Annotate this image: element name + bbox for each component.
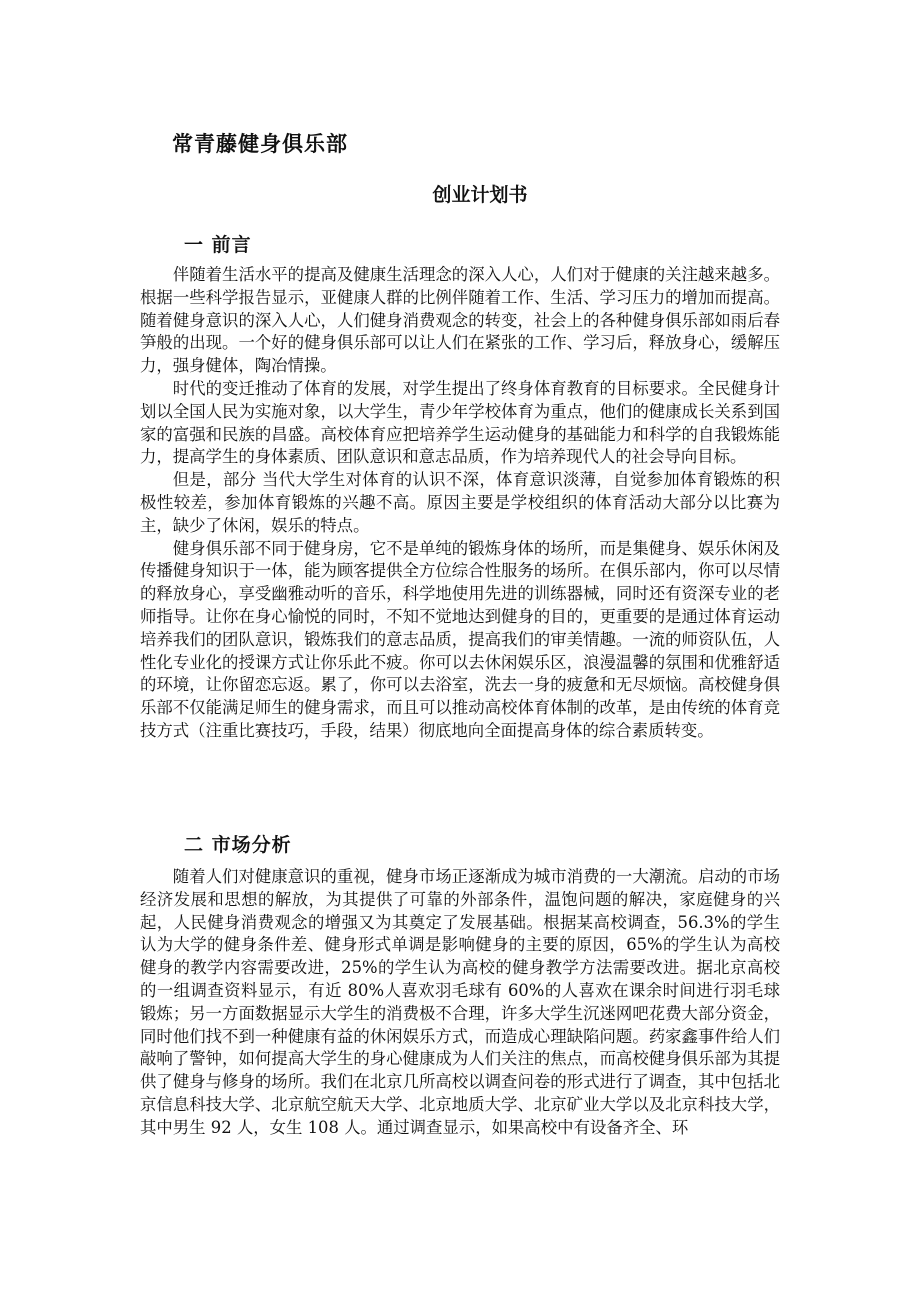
paragraph: 随着人们对健康意识的重视，健身市场正逐渐成为城市消费的一大潮流。启动的市场经济发展和思想的解放，为其提供了可靠的外部条件，温饱问题的解决，家庭健身的兴起，人民健身消费观念的增强又为其奠定了发展基础。根据某高校调查，56.3%的学生认为大学的健身条件差、健身形式单调是影响健身的主要的原因，65%的学生认为高校健身的教学内容需要改进，25%的学生认为高校的健身教学方法需要改进。据北京高校的一组调查资料显示，有近 80%人喜欢羽毛球有 60%的人喜欢在课余时间进行羽毛球锻炼；另一方面数据显示大学生的消费极不合理，许多大学生沉迷网吧花费大部分资金，同时他们找不到一种健康有益的休闲娱乐方式，而造成心理缺陷问题。药家鑫事件给人们敲响了警钟，如何提高大学生的身心健康成为人们关注的焦点，而高校健身俱乐部为其提供了健身与修身的场所。我们在北京几所高校以调查问卷的形式进行了调查，其中包括北京信息科技大学、北京航空航天大学、北京地质大学、北京矿业大学以及北京科技大学，其中男生 92 人，女生 108 人。通过调查显示，如果高校中有设备齐全、环 [140, 867, 780, 1137]
document-subtitle: 创业计划书 [432, 184, 528, 206]
paragraph: 伴随着生活水平的提高及健康生活理念的深入人心，人们对于健康的关注越来越多。根据一些科学报告显示，亚健康人群的比例伴随着工作、生活、学习压力的增加而提高。随着健身意识的深入人心，人们健身消费观念的转变，社会上的各种健身俱乐部如雨后春笋般的出现。一个好的健身俱乐部可以让人们在紧张的工作、学习后，释放身心，缓解压力，强身健体，陶冶情操。 [140, 265, 780, 376]
paragraph: 但是，部分 当代大学生对体育的认识不深，体育意识淡薄，自觉参加体育锻炼的积极性较差，参加体育锻炼的兴趣不高。原因主要是学校组织的体育活动大部分以比赛为主，缺少了休闲，娱乐的特点。 [140, 470, 780, 535]
document-title: 常青藤健身俱乐部 [172, 132, 348, 156]
section-heading-preface: 一 前言 [184, 234, 252, 256]
paragraph: 时代的变迁推动了体育的发展，对学生提出了终身体育教育的目标要求。全民健身计划以全国人民为实施对象，以大学生，青少年学校体育为重点，他们的健康成长关系到国家的富强和民族的昌盛。高校体育应把培养学生运动健身的基础能力和科学的自我锻炼能力，提高学生的身体素质、团队意识和意志品质，作为培养现代人的社会导向目标。 [140, 378, 780, 467]
paragraph: 健身俱乐部不同于健身房，它不是单纯的锻炼身体的场所，而是集健身、娱乐休闲及传播健身知识于一体，能为顾客提供全方位综合性服务的场所。在俱乐部内，你可以尽情的释放身心，享受幽雅动听的音乐，科学地使用先进的训练器械，同时还有资深专业的老师指导。让你在身心愉悦的同时，不知不觉地达到健身的目的，更重要的是通过体育运动培养我们的团队意识，锻炼我们的意志品质，提高我们的审美情趣。一流的师资队伍，人性化专业化的授课方式让你乐此不疲。你可以去休闲娱乐区，浪漫温馨的氛围和优雅舒适的环境，让你留恋忘返。累了，你可以去浴室，洗去一身的疲惫和无尽烦恼。高校健身俱乐部不仅能满足师生的健身需求，而且可以推动高校体育体制的改革，是由传统的体育竞技方式（注重比赛技巧，手段，结果）彻底地向全面提高身体的综合素质转变。 [140, 538, 780, 740]
section-body-preface [140, 264, 780, 743]
section-heading-market-analysis: 二 市场分析 [184, 834, 292, 856]
section-body-market-analysis [140, 866, 780, 1140]
